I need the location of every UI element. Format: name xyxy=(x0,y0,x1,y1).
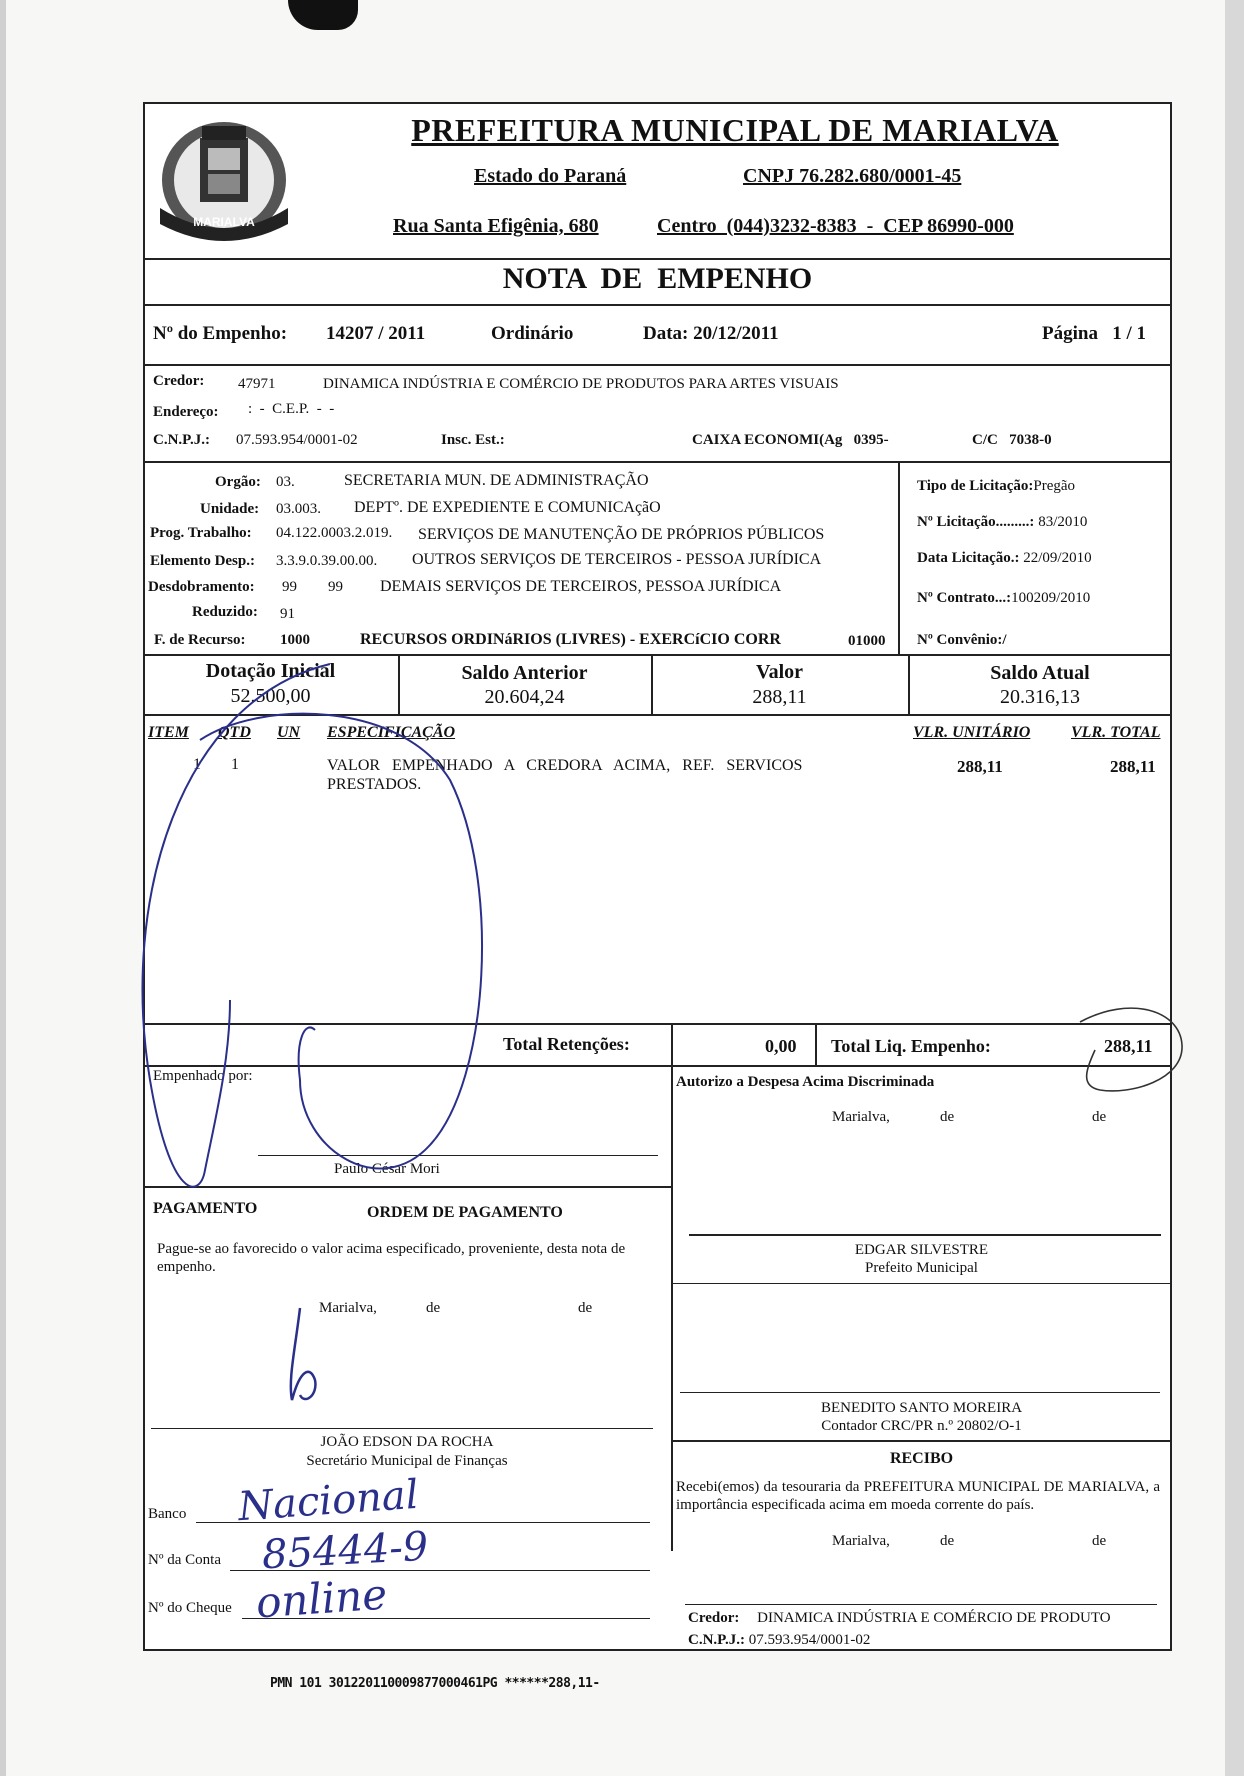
signature-line xyxy=(151,1428,653,1429)
elemento-name: OUTROS SERVIÇOS DE TERCEIROS - PESSOA JURÍDICA xyxy=(412,551,822,568)
divider xyxy=(143,1065,1172,1067)
credor-name: DINAMICA INDÚSTRIA E COMÉRCIO DE PRODUTOS PARA ARTES VISUAIS xyxy=(323,376,839,392)
accountant-name: BENEDITO SANTO MOREIRA xyxy=(820,1400,1023,1416)
recibo-credor xyxy=(688,1610,1111,1627)
secretary-title: Secretário Municipal de Finanças xyxy=(306,1453,508,1469)
licitacao-tipo xyxy=(917,478,1075,495)
licitacao-convenio: Nº Convênio:/ xyxy=(917,632,1007,648)
elemento-code: 3.3.9.0.39.00.00. xyxy=(276,553,378,569)
fonte-code: 1000 xyxy=(280,632,310,648)
autorizo-de2: de xyxy=(1092,1109,1107,1125)
desdobramento-code2: 99 xyxy=(328,579,343,595)
pagamento-de1: de xyxy=(426,1300,441,1316)
ordem-label: ORDEM DE PAGAMENTO xyxy=(367,1204,563,1221)
divider xyxy=(671,1065,673,1551)
empenho-number: 14207 / 2011 xyxy=(326,323,426,344)
licitacao-data xyxy=(917,550,1092,567)
recibo-de1: de xyxy=(940,1533,955,1549)
pagamento-place: Marialva, xyxy=(319,1300,377,1316)
document-title: NOTA DE EMPENHO xyxy=(502,262,813,295)
credor-code: 47971 xyxy=(238,376,276,392)
empenhado-name: Paulo César Mori xyxy=(334,1161,440,1177)
mayor-name: EDGAR SILVESTRE xyxy=(854,1242,989,1258)
item-vlr-unit: 288,11 xyxy=(957,757,1003,776)
pagamento-de2: de xyxy=(578,1300,593,1316)
unidade-name: DEPTº. DE EXPEDIENTE E COMUNICAçãO xyxy=(354,499,661,516)
municipal-seal-icon xyxy=(150,108,298,248)
recibo-credor-name: DINAMICA INDÚSTRIA E COMÉRCIO DE PRODUTO xyxy=(757,1610,1111,1626)
desdobramento-code1: 99 xyxy=(282,579,297,595)
seal-text: MARIALVA xyxy=(193,215,255,229)
fonte-code2: 01000 xyxy=(848,633,886,649)
handwritten-banco: Nacional xyxy=(236,1471,420,1531)
page-number: Página 1 / 1 xyxy=(1042,323,1146,344)
total-liq-label: Total Liq. Empenho: xyxy=(831,1036,991,1056)
elemento-label: Elemento Desp.: xyxy=(150,553,255,569)
scan-edge-left xyxy=(0,0,6,1776)
prog-code: 04.122.0003.2.019. xyxy=(276,525,393,541)
dotacao-value: 52.500,00 xyxy=(230,685,311,707)
total-liq-value: 288,11 xyxy=(1104,1036,1153,1056)
mayor-title: Prefeito Municipal xyxy=(865,1260,978,1276)
col-header-item: ITEM xyxy=(148,724,189,741)
item-vlr-total: 288,11 xyxy=(1110,757,1156,776)
divider xyxy=(671,1023,673,1065)
pagamento-label: PAGAMENTO xyxy=(153,1200,258,1217)
autorizo-label: Autorizo a Despesa Acima Discriminada xyxy=(676,1074,935,1090)
item-qtd: 1 xyxy=(231,756,239,773)
pagamento-text: Pague-se ao favorecido o valor acima especificado, proveniente, desta nota de empenho. xyxy=(157,1241,626,1275)
recibo-de2: de xyxy=(1092,1533,1107,1549)
district-phone-cep: Centro (044)3232-8383 - CEP 86990-000 xyxy=(657,215,1014,237)
valor-value: 288,11 xyxy=(752,686,807,708)
orgao-name: SECRETARIA MUN. DE ADMINISTRAÇÃO xyxy=(344,472,649,489)
saldo-atual-label: Saldo Atual xyxy=(990,662,1090,684)
dotacao-label: Dotação Inicial xyxy=(205,660,336,682)
unidade-code: 03.003. xyxy=(276,501,321,517)
footer-code: PMN 101 301220110009877000461PG ******288,11- xyxy=(270,1676,600,1691)
secretary-name: JOÃO EDSON DA ROCHA xyxy=(320,1434,494,1450)
scan-mark-top xyxy=(288,0,358,30)
credor-cnpj: 07.593.954/0001-02 xyxy=(236,432,358,448)
empenho-label: Nº do Empenho: xyxy=(153,323,288,344)
credor-address: : - C.E.P. - - xyxy=(248,401,335,417)
orgao-code: 03. xyxy=(276,474,295,490)
col-header-espec: ESPECIFICAÇÃO xyxy=(327,724,456,741)
signature-line xyxy=(685,1604,1157,1605)
recibo-cnpj xyxy=(688,1632,870,1649)
licitacao-numero xyxy=(917,514,1087,531)
state-name: Estado do Paraná xyxy=(474,165,627,187)
licitacao-contrato-label: Nº Contrato...: xyxy=(917,590,1012,606)
autorizo-de1: de xyxy=(940,1109,955,1125)
licitacao-numero-value: 83/2010 xyxy=(1038,514,1088,530)
municipality-cnpj: CNPJ 76.282.680/0001-45 xyxy=(743,165,962,187)
col-header-vlr-unit: VLR. UNITÁRIO xyxy=(913,724,1031,741)
retencoes-value: 0,00 xyxy=(765,1036,797,1056)
licitacao-tipo-value: Pregão xyxy=(1033,478,1076,494)
item-number: 1 xyxy=(193,756,201,773)
divider xyxy=(815,1023,817,1065)
municipality-title: PREFEITURA MUNICIPAL DE MARIALVA xyxy=(411,112,1059,148)
divider xyxy=(143,1186,671,1188)
recibo-place: Marialva, xyxy=(832,1533,890,1549)
recibo-cnpj-label: C.N.P.J.: xyxy=(688,1632,745,1648)
signature-line xyxy=(689,1234,1161,1236)
recibo-credor-label: Credor: xyxy=(688,1610,740,1626)
reduzido-value: 91 xyxy=(280,606,295,622)
valor-label: Valor xyxy=(755,661,804,683)
credor-account: C/C 7038-0 xyxy=(972,432,1052,448)
item-espec-line2: PRESTADOS. xyxy=(327,776,422,793)
retencoes-label: Total Retenções: xyxy=(503,1034,630,1054)
signature-line xyxy=(258,1155,658,1156)
fonte-label: F. de Recurso: xyxy=(154,632,246,648)
licitacao-tipo-label: Tipo de Licitação: xyxy=(917,478,1034,494)
desdobramento-name: DEMAIS SERVIÇOS DE TERCEIROS, PESSOA JURÍDICA xyxy=(380,578,782,595)
signature-line xyxy=(680,1392,1160,1393)
insc-est-label: Insc. Est.: xyxy=(441,432,505,448)
divider xyxy=(143,1023,1172,1025)
recibo-cnpj-value: 07.593.954/0001-02 xyxy=(748,1632,871,1648)
divider xyxy=(671,1283,1172,1284)
divider xyxy=(898,461,900,654)
empenho-date: Data: 20/12/2011 xyxy=(643,323,779,344)
handwritten-conta: 85444-9 xyxy=(260,1523,430,1579)
col-header-vlr-total: VLR. TOTAL xyxy=(1071,724,1161,741)
col-header-un: UN xyxy=(277,724,301,741)
divider xyxy=(143,714,1172,716)
cnpj-label: C.N.P.J.: xyxy=(153,432,210,448)
licitacao-data-label: Data Licitação.: xyxy=(917,550,1020,566)
licitacao-contrato xyxy=(917,590,1090,607)
desdobramento-label: Desdobramento: xyxy=(148,579,255,595)
saldo-anterior-label: Saldo Anterior xyxy=(461,662,588,684)
divider xyxy=(143,461,1172,463)
divider xyxy=(143,304,1172,306)
divider xyxy=(671,1440,1172,1442)
fonte-name: RECURSOS ORDINáRIOS (LIVRES) - EXERCíCIO CORR xyxy=(360,631,781,648)
unidade-label: Unidade: xyxy=(200,501,260,517)
col-header-qtd: QTD xyxy=(218,724,251,741)
banco-label: Banco xyxy=(148,1506,187,1522)
credor-bank: CAIXA ECONOMI(Ag 0395- xyxy=(692,432,889,448)
handwritten-cheque: online xyxy=(254,1569,389,1628)
scan-edge-right xyxy=(1225,0,1244,1776)
divider xyxy=(143,654,1172,656)
recibo-label: RECIBO xyxy=(889,1450,954,1467)
autorizo-place: Marialva, xyxy=(832,1109,890,1125)
licitacao-data-value: 22/09/2010 xyxy=(1023,550,1092,566)
recibo-text: Recebi(emos) da tesouraria da PREFEITURA MUNICIPAL DE MARIALVA, a importância especificada acima em moeda corrente do país. xyxy=(676,1479,1160,1513)
empenho-type: Ordinário xyxy=(491,323,574,344)
licitacao-numero-label: Nº Licitação.........: xyxy=(917,514,1035,530)
address-label: Endereço: xyxy=(153,404,219,420)
orgao-label: Orgão: xyxy=(215,474,261,490)
cheque-label: Nº do Cheque xyxy=(148,1600,232,1616)
empenhado-label: Empenhado por: xyxy=(153,1068,253,1084)
item-espec-line1: VALOR EMPENHADO A CREDORA ACIMA, REF. SERVICOS xyxy=(327,757,803,774)
divider xyxy=(143,364,1172,366)
credor-label: Credor: xyxy=(153,373,205,389)
prog-name: SERVIÇOS DE MANUTENÇÃO DE PRÓPRIOS PÚBLICOS xyxy=(418,526,825,543)
divider xyxy=(143,258,1172,260)
item-row xyxy=(143,756,1172,816)
prog-label: Prog. Trabalho: xyxy=(150,525,252,541)
accountant-title: Contador CRC/PR n.º 20802/O-1 xyxy=(821,1418,1022,1434)
reduzido-label: Reduzido: xyxy=(192,604,258,620)
licitacao-contrato-value: 100209/2010 xyxy=(1011,590,1091,606)
street-address: Rua Santa Efigênia, 680 xyxy=(393,215,599,237)
conta-label: Nº da Conta xyxy=(148,1552,221,1568)
saldo-atual-value: 20.316,13 xyxy=(1000,686,1080,708)
saldo-anterior-value: 20.604,24 xyxy=(484,686,565,708)
